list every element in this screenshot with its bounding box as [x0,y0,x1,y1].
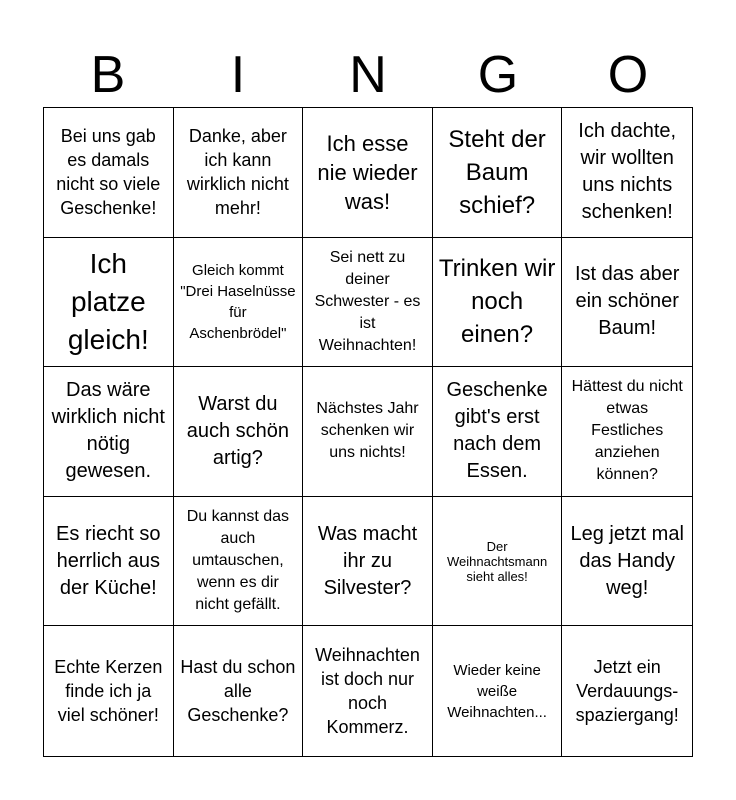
bingo-cell[interactable] [433,367,563,497]
bingo-cell[interactable] [174,367,304,497]
bingo-cell[interactable] [44,108,174,238]
bingo-cell[interactable] [433,108,563,238]
bingo-grid [43,107,693,757]
bingo-cell[interactable] [303,626,433,756]
bingo-cell[interactable] [44,238,174,368]
cell-text: Trinken wir noch einen? [438,255,556,349]
bingo-cell[interactable] [303,497,433,627]
header-letter-n: N [349,46,387,104]
bingo-cell[interactable] [433,626,563,756]
cell-text: Weihnachten ist doch nur noch Kommerz. [315,645,420,738]
bingo-cell[interactable] [562,497,692,627]
cell-text: Ich dachte, wir wollten uns nichts schenken! [578,120,677,224]
bingo-cell[interactable] [562,626,692,756]
bingo-cell[interactable] [303,367,433,497]
header-letter-i: I [230,46,246,104]
cell-text: Warst du auch schön artig? [186,392,290,469]
cell-text: Ich platze gleich! [67,247,149,355]
bingo-cell[interactable] [562,238,692,368]
bingo-cell[interactable] [562,108,692,238]
cell-text: Leg jetzt mal das Handy weg! [570,522,684,599]
cell-text: Du kannst das auch umtauschen, wenn es dir nicht gefällt. [186,508,290,614]
cell-text: Was macht ihr zu Silvester? [317,522,418,599]
bingo-cell[interactable] [174,626,304,756]
cell-text: Der Weihnachtsmann sieht alles! [446,538,548,584]
bingo-cell[interactable] [44,497,174,627]
bingo-cell[interactable] [303,108,433,238]
cell-text: Das wäre wirklich nicht nötig gewesen. [51,379,165,483]
bingo-cell[interactable] [562,367,692,497]
bingo-cell[interactable] [174,238,304,368]
bingo-cell[interactable] [433,238,563,368]
cell-text: Echte Kerzen finde ich ja viel schöner! [54,657,163,726]
bingo-cell[interactable] [44,367,174,497]
cell-text: Steht der Baum schief? [448,125,546,219]
cell-text: Hättest du nicht etwas Festliches anziehen können? [571,378,683,484]
cell-text: Hast du schon alle Geschenke? [180,657,296,726]
cell-text: Geschenke gibt's erst nach dem Essen. [446,379,548,483]
bingo-cell[interactable] [174,497,304,627]
cell-text: Sei nett zu deiner Schwester - es ist Weihnachten! [314,248,421,354]
bingo-cell[interactable] [174,108,304,238]
bingo-cell[interactable] [44,626,174,756]
cell-text: Gleich kommt "Drei Haselnüsse für Aschenbrödel" [180,261,296,342]
header-letter-b: B [90,46,126,104]
header-letter-o: O [607,46,649,104]
cell-text: Danke, aber ich kann wirklich nicht mehr! [186,126,289,219]
cell-text: Jetzt ein Verdauungs-spaziergang! [575,657,679,726]
bingo-cell[interactable] [303,238,433,368]
cell-text: Wieder keine weiße Weihnachten... [447,661,547,721]
cell-text: Ist das aber ein schöner Baum! [574,263,680,340]
bingo-cell[interactable] [433,497,563,627]
header-letter-g: G [477,46,519,104]
cell-text: Ich esse nie wieder was! [317,130,418,214]
cell-text: Nächstes Jahr schenken wir uns nichts! [316,400,419,462]
cell-text: Es riecht so herrlich aus der Küche! [56,522,161,599]
cell-text: Bei uns gab es damals nicht so viele Geschenke! [56,126,161,219]
bingo-header [43,44,693,106]
